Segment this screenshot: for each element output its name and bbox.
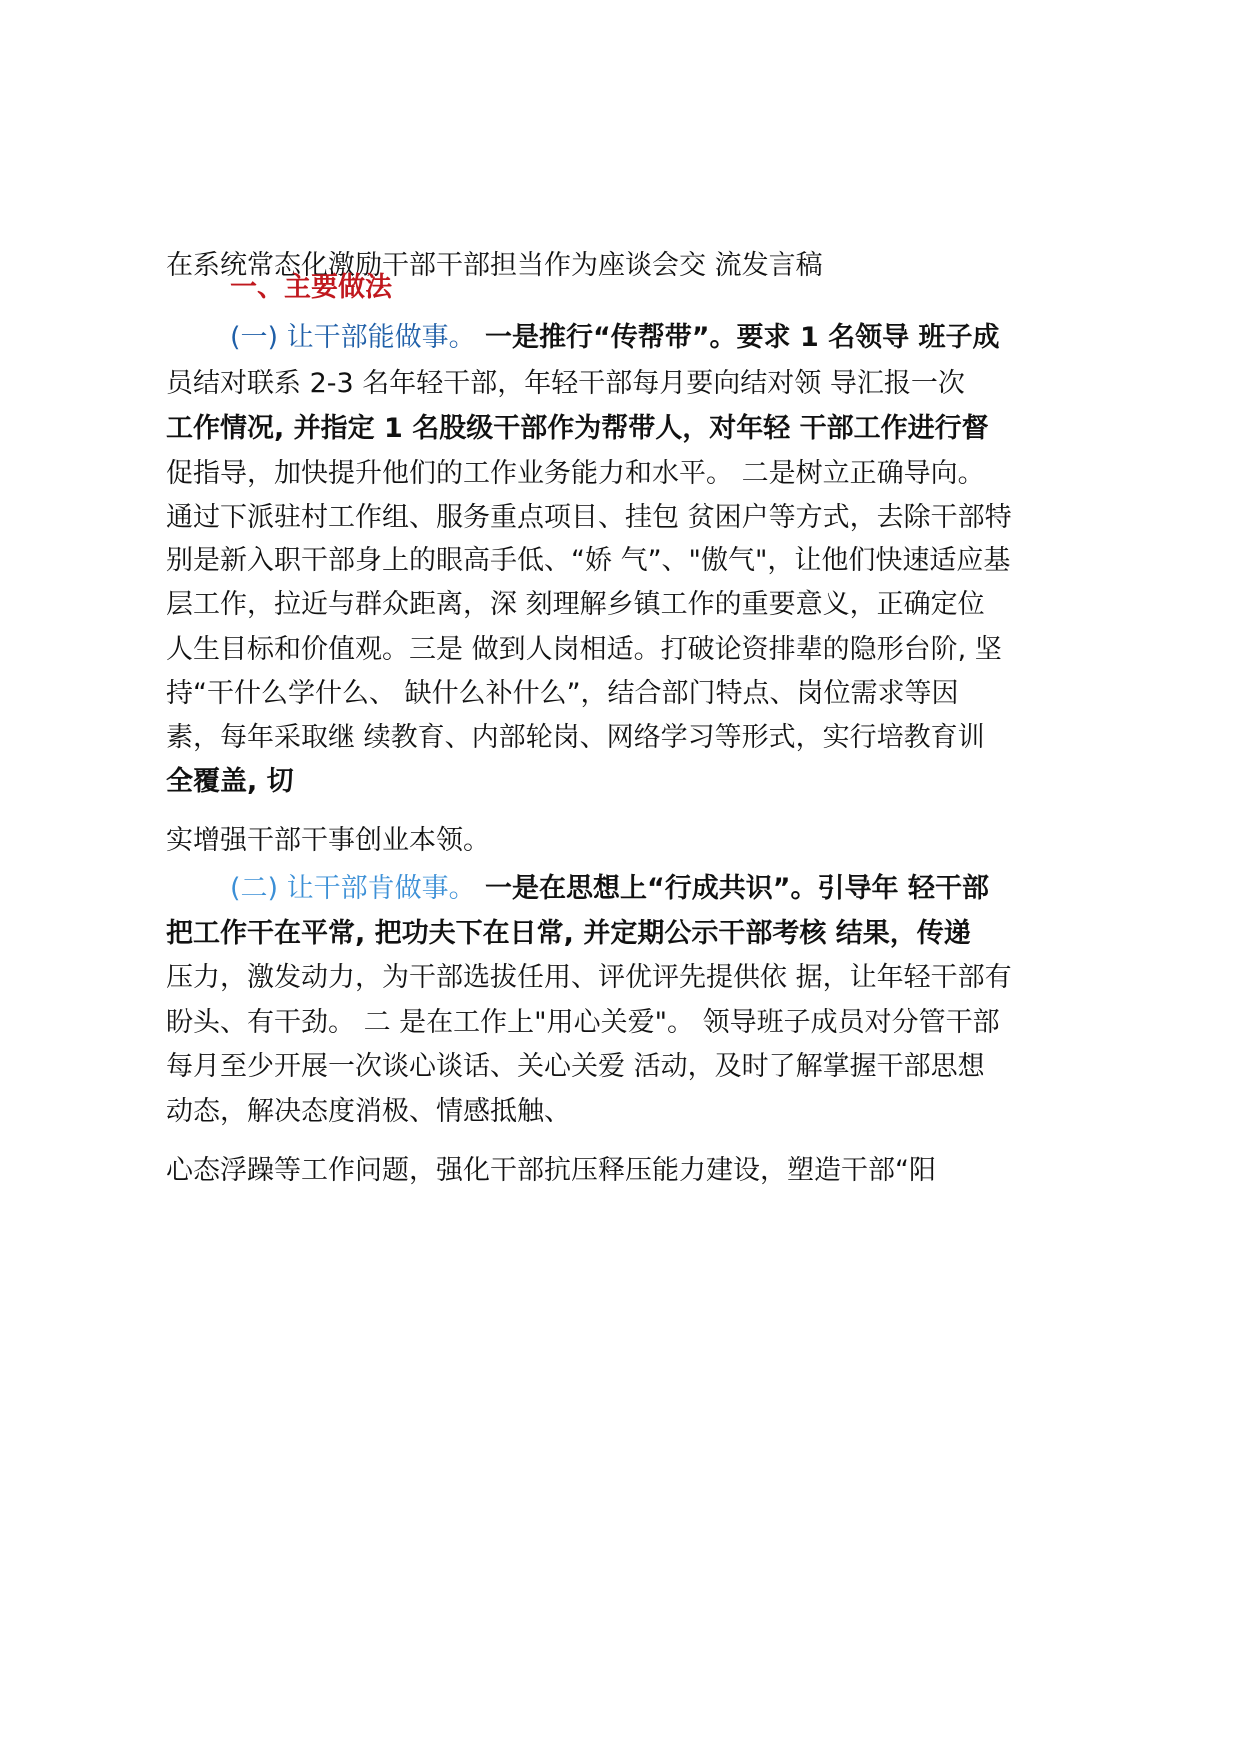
paragraph-1-text: 一是推行“传帮带”。要求 1 名领导 班子成 xyxy=(475,322,1000,353)
paragraph-1-line-6: 别是新入职干部身上的眼高手低、“娇 气”、"傲气"，让他们快速适应基 xyxy=(166,545,1011,576)
paragraph-2-line-5: 每月至少开展一次谈心谈话、关心关爱 活动，及时了解掌握干部思想 xyxy=(166,1051,985,1082)
paragraph-1-line-5: 通过下派驻村工作组、服务重点项目、挂包 贫困户等方式，去除干部特 xyxy=(166,502,1012,533)
paragraph-2-line-4: 盼头、有干劲。 二 是在工作上"用心关爱"。 领导班子成员对分管干部 xyxy=(166,1007,1000,1038)
paragraph-1-line-11: 全覆盖, 切 xyxy=(166,766,294,797)
paragraph-2-line-1 xyxy=(166,869,1106,909)
paragraph-2-line-6: 动态，解决态度消极、情感抵触、 xyxy=(166,1096,571,1127)
document-title: 在系统常态化激励干部干部担当作为座谈会交 流发言稿 xyxy=(166,250,823,281)
paragraph-1-line-3: 工作情况, 并指定 1 名股级干部作为帮带人，对年轻 干部工作进行督 xyxy=(166,413,989,444)
paragraph-2-text: 一是在思想上“行成共识”。引导年 轻干部 xyxy=(475,873,989,904)
paragraph-1-line-7: 层工作，拉近与群众距离，深 刻理解乡镇工作的重要意义，正确定位 xyxy=(166,589,985,620)
paragraph-2-line-3: 压力，激发动力，为干部选拔任用、评优评先提供依 据，让年轻干部有 xyxy=(166,962,1012,993)
paragraph-1-line-10: 素，每年采取继 续教育、内部轮岗、网络学习等形式，实行培教育训 xyxy=(166,722,985,753)
paragraph-1-line-1 xyxy=(166,318,1106,358)
paragraph-1-continuation: 实增强干部干事创业本领。 xyxy=(166,825,490,856)
section-heading-main-practices: 一、主要做法 xyxy=(230,272,392,303)
paragraph-1-line-2: 员结对联系 2-3 名年轻干部，年轻干部每月要向结对领 导汇报一次 xyxy=(166,368,965,399)
paragraph-1-line-8: 人生目标和价值观。三是 做到人岗相适。打破论资排辈的隐形台阶, 坚 xyxy=(166,634,1002,665)
paragraph-2-continuation: 心态浮躁等工作问题，强化干部抗压释压能力建设，塑造干部“阳 xyxy=(166,1155,936,1186)
sub-heading-1: (一) 让干部能做事。 xyxy=(230,322,476,353)
paragraph-1-line-4: 促指导，加快提升他们的工作业务能力和水平。 二是树立正确导向。 xyxy=(166,458,985,489)
paragraph-1-line-9: 持“干什么学什么、 缺什么补什么”，结合部门特点、岗位需求等因 xyxy=(166,678,959,709)
paragraph-2-line-2: 把工作干在平常, 把功夫下在日常, 并定期公示干部考核 结果，传递 xyxy=(166,918,971,949)
sub-heading-2: (二) 让干部肯做事。 xyxy=(230,873,476,904)
